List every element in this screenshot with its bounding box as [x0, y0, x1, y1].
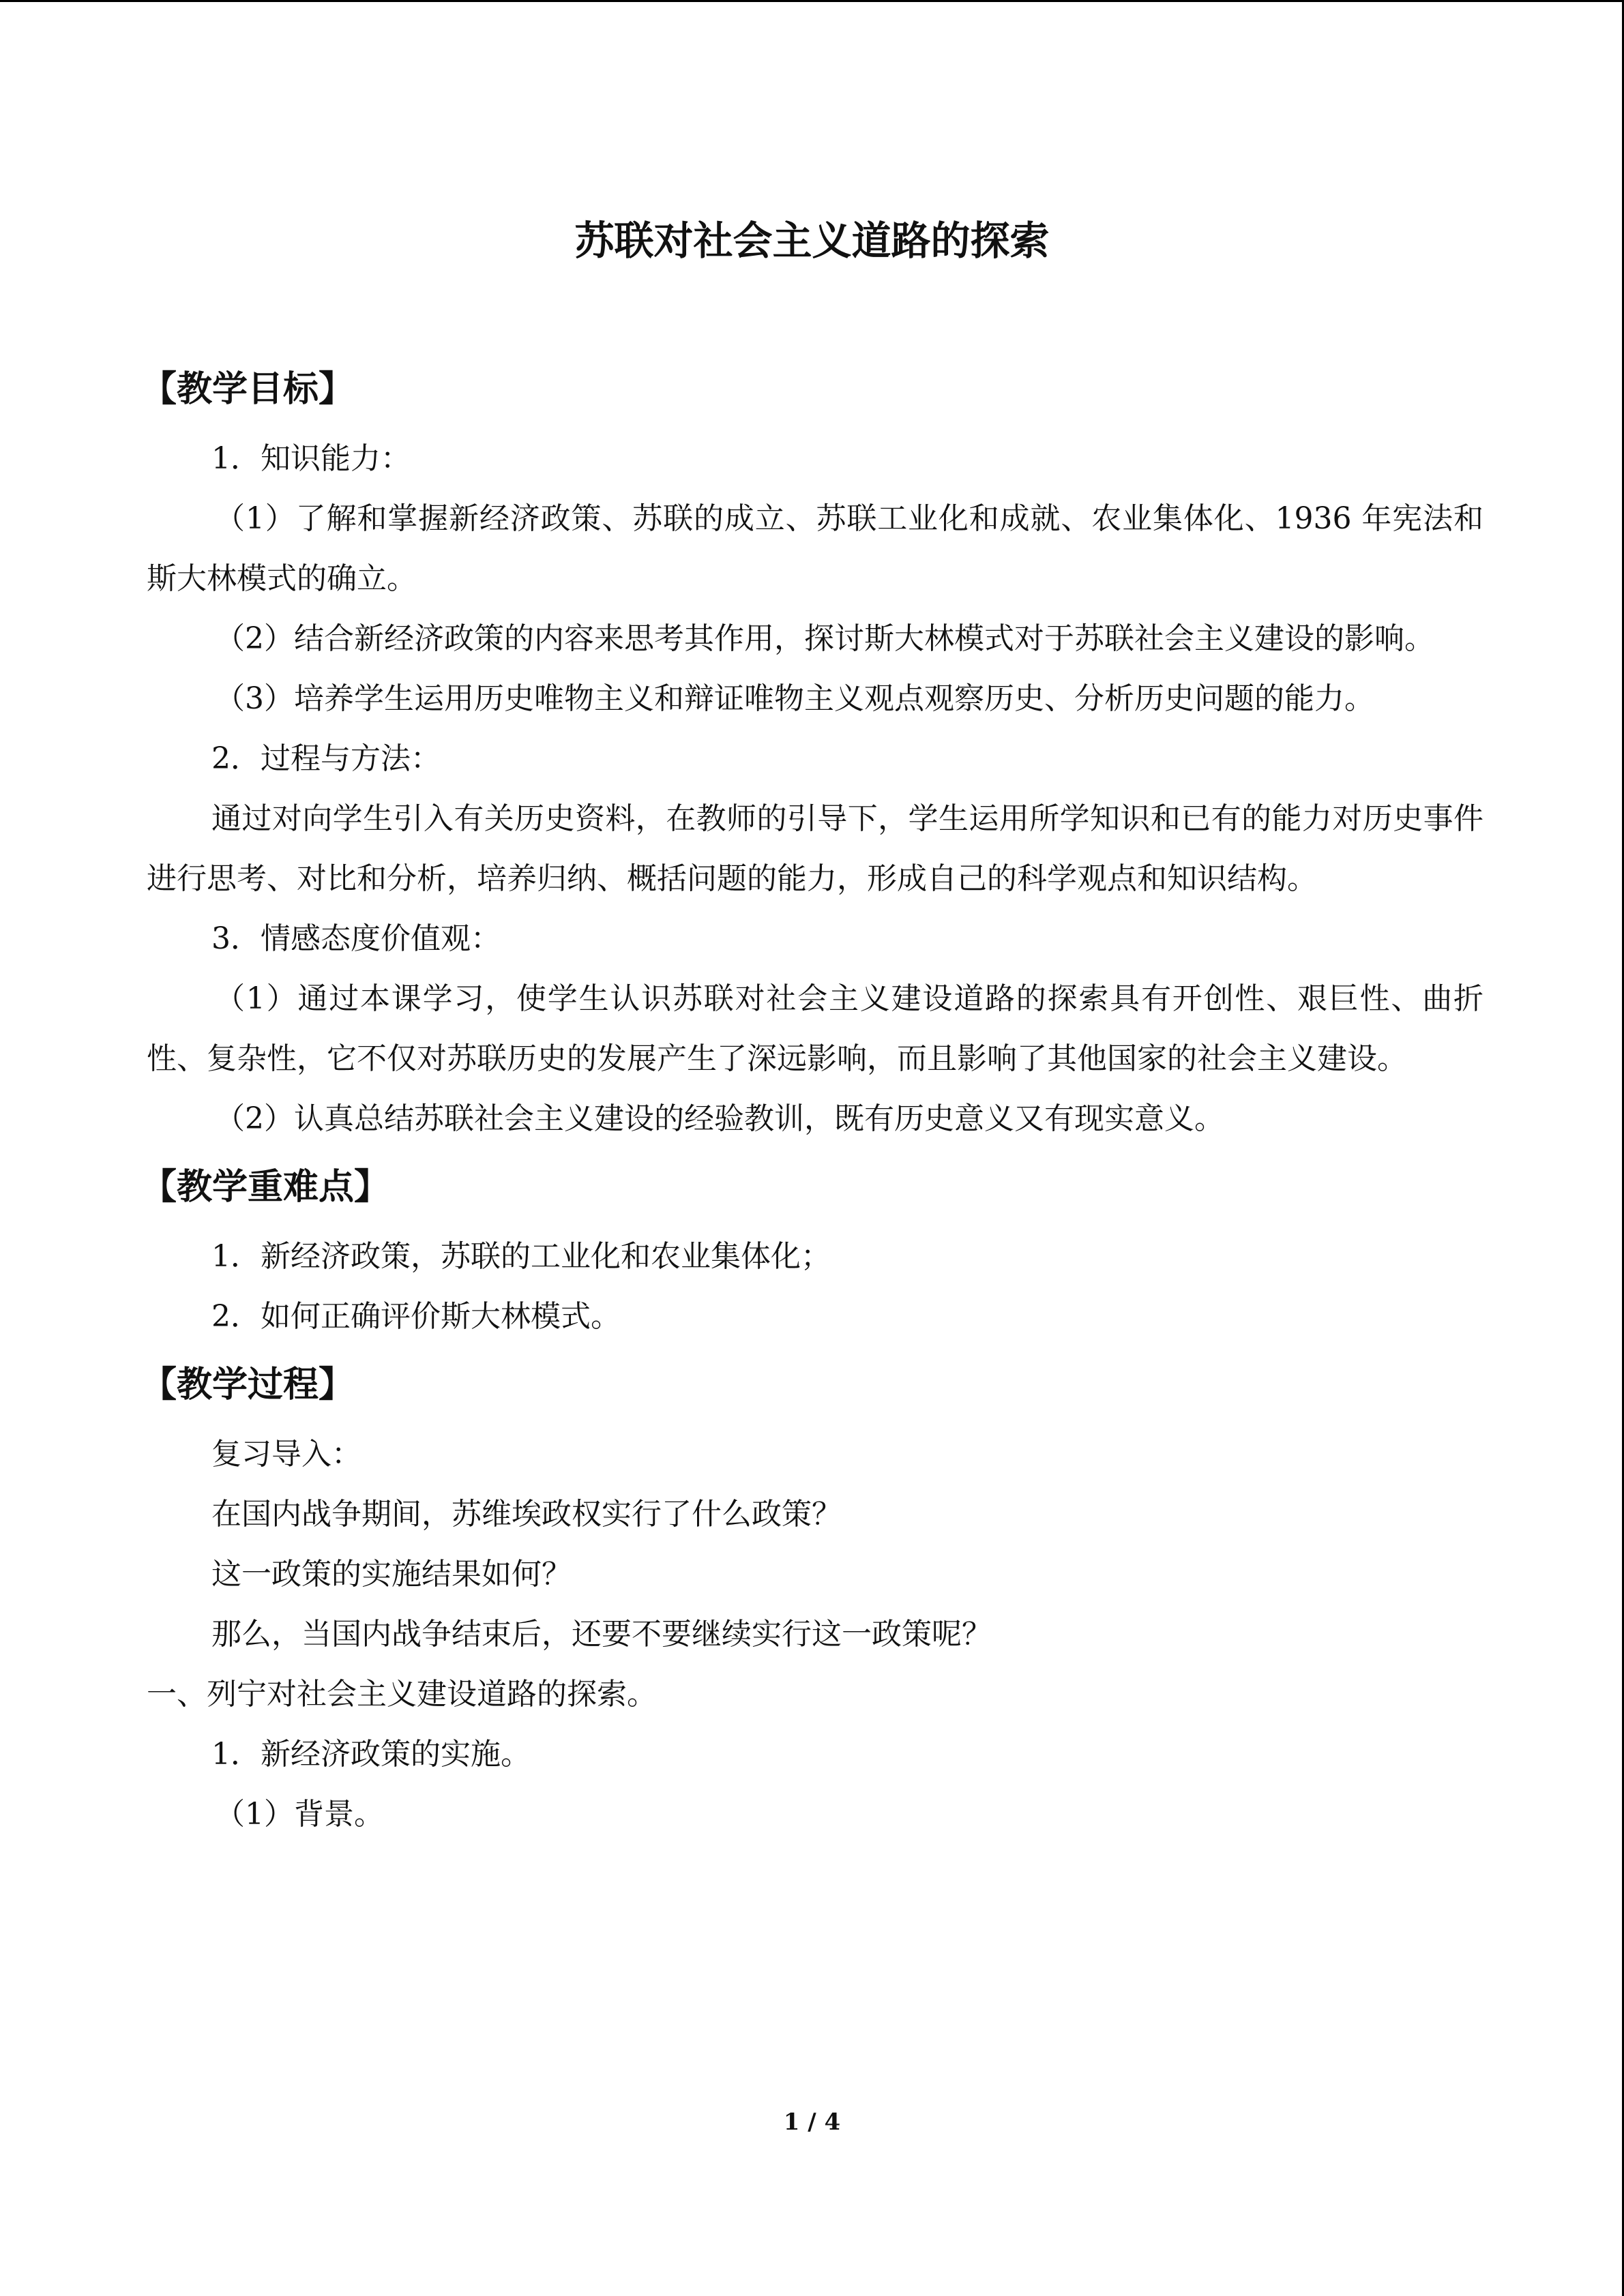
process-question-3: 那么，当国内战争结束后，还要不要继续实行这一政策呢？: [211, 1617, 992, 1652]
objective-emotion: 3．情感态度价值观：: [211, 921, 501, 956]
heading-teaching-process: 【教学过程】: [141, 1364, 355, 1405]
heading-teaching-objectives: 【教学目标】: [141, 368, 355, 410]
page-number: 1 / 4: [783, 2108, 841, 2136]
document-title: 苏联对社会主义道路的探索: [574, 218, 1050, 264]
heading-key-points: 【教学重难点】: [141, 1166, 390, 1208]
process-question-2: 这一政策的实施结果如何？: [211, 1557, 572, 1592]
objective-knowledge-ability: 1．知识能力：: [211, 441, 411, 476]
objective-process-method: 2．过程与方法：: [211, 741, 441, 776]
objective-k3: （3）培养学生运用历史唯物主义和辩证唯物主义观点观察历史、分析历史问题的能力。: [215, 681, 1374, 716]
process-review: 复习导入：: [211, 1437, 361, 1472]
process-item-1: 1．新经济政策的实施。: [211, 1737, 531, 1772]
objective-pm-text: 通过对向学生引入有关历史资料，在教师的引导下，学生运用所学知识和已有的能力对历史事件进行思考、对比和分析，培养归纳、概括问题的能力，形成自己的科学观点和知识结构。: [147, 801, 1483, 896]
objective-e2: （2）认真总结苏联社会主义建设的经验教训，既有历史意义又有现实意义。: [215, 1101, 1224, 1136]
process-part-1: 一、列宁对社会主义建设道路的探索。: [147, 1677, 657, 1712]
process-item-1-1: （1）背景。: [215, 1797, 384, 1832]
objective-k1: （1）了解和掌握新经济政策、苏联的成立、苏联工业化和成就、农业集体化、1936 年宪法和斯大林模式的确立。: [147, 501, 1483, 596]
key-point-2: 2．如何正确评价斯大林模式。: [211, 1299, 621, 1334]
key-point-1: 1．新经济政策，苏联的工业化和农业集体化；: [211, 1239, 831, 1274]
objective-k2: （2）结合新经济政策的内容来思考其作用，探讨斯大林模式对于苏联社会主义建设的影响。: [215, 621, 1434, 656]
process-question-1: 在国内战争期间，苏维埃政权实行了什么政策？: [211, 1497, 842, 1532]
objective-e1: （1）通过本课学习，使学生认识苏联对社会主义建设道路的探索具有开创性、艰巨性、曲折性、复杂性，它不仅对苏联历史的发展产生了深远影响，而且影响了其他国家的社会主义建设。: [147, 981, 1483, 1076]
document-body: [141, 357, 1483, 1845]
